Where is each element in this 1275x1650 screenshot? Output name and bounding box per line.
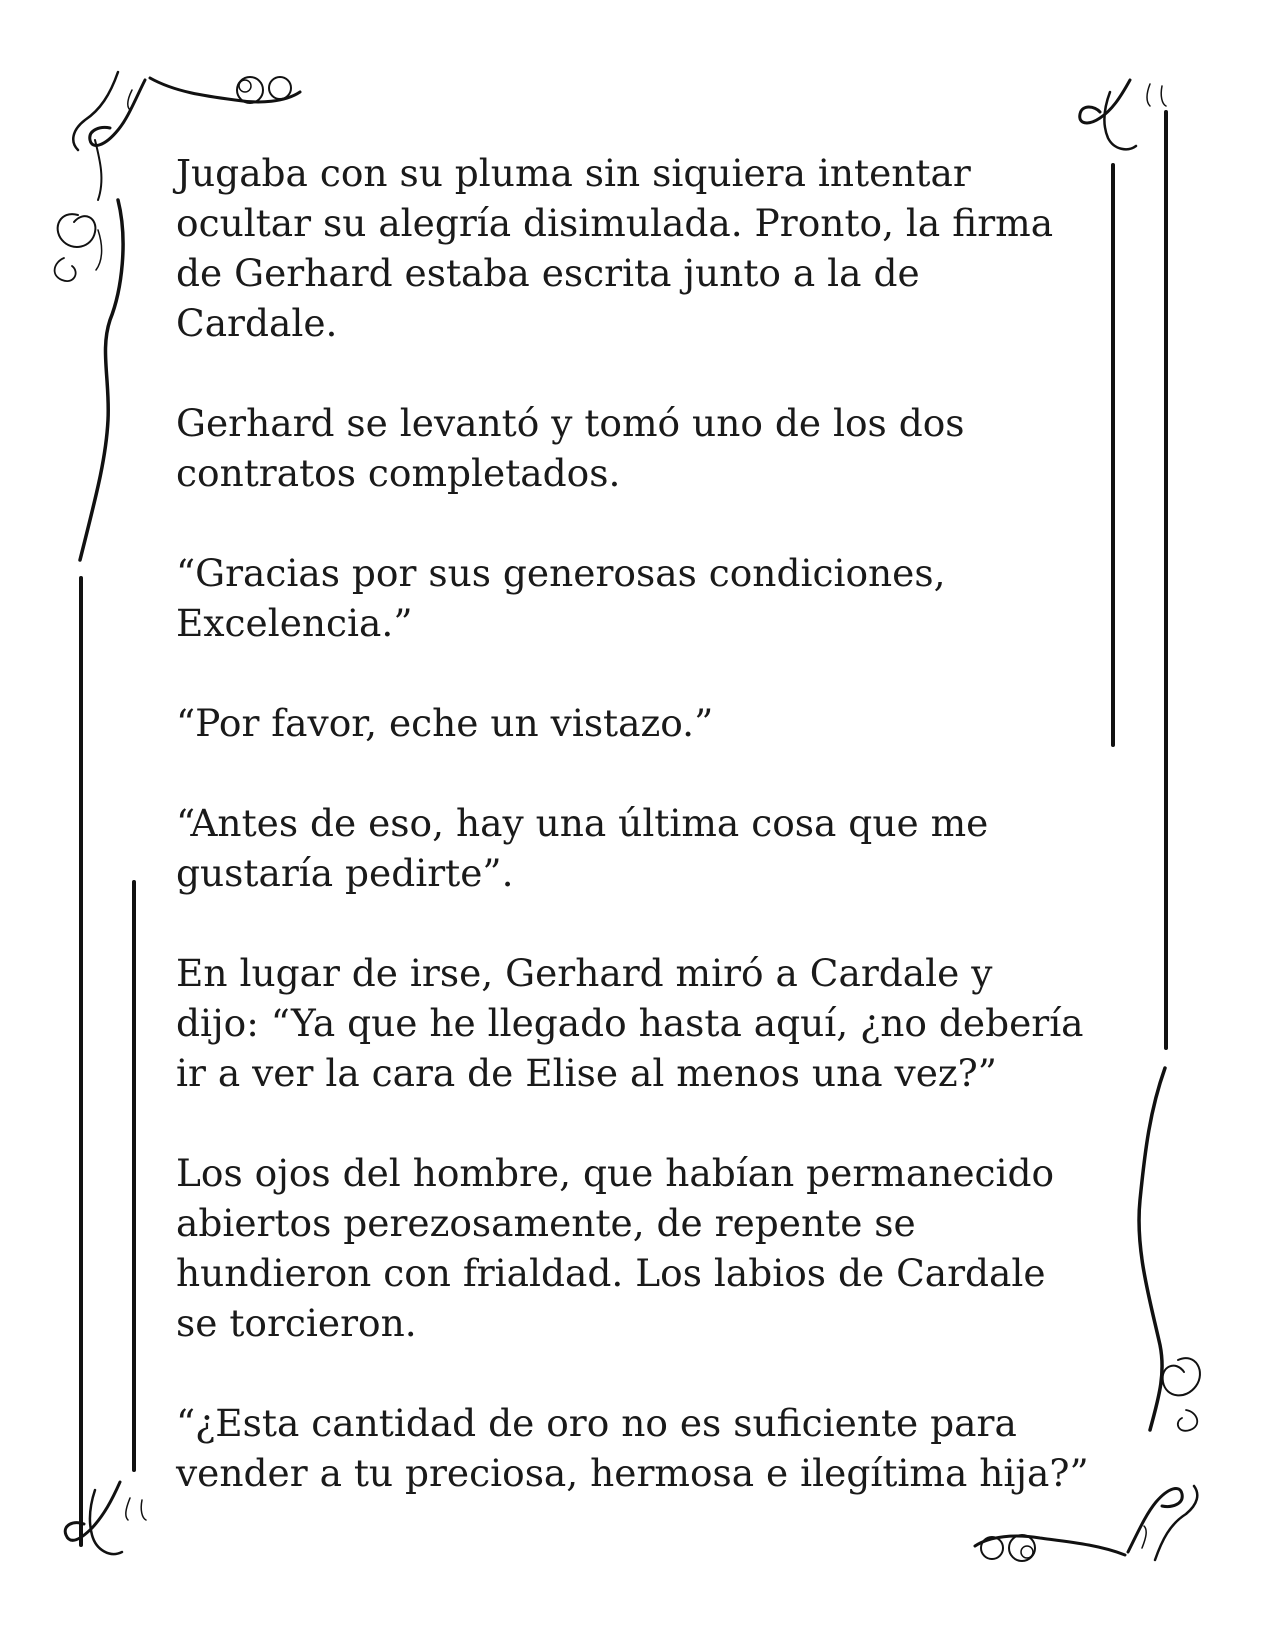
paragraph-7: Los ojos del hombre, que habían permanecido abiertos perezosamente, de repente se hundieron con frialdad. Los labios de Cardale se torcieron. <box>176 1151 1055 1345</box>
paragraph-2: Gerhard se levantó y tomó uno de los dos contratos completados. <box>176 401 965 495</box>
bottom-left-flourish <box>65 1482 146 1554</box>
story-text <box>176 148 1096 1548</box>
left-vine <box>55 200 123 560</box>
paragraph-4: “Por favor, eche un vistazo.” <box>176 701 714 745</box>
paragraph-6: En lugar de irse, Gerhard miró a Cardale y dijo: “Ya que he llegado hasta aquí, ¿no debería ir a ver la cara de Elise al menos una vez?” <box>176 951 1084 1095</box>
paragraph-5: “Antes de eso, hay una última cosa que me gustaría pedirte”. <box>176 801 989 895</box>
paragraph-1: Jugaba con su pluma sin siquiera intentar ocultar su alegría disimulada. Pronto, la firma de Gerhard estaba escrita junto a la de Cardale. <box>176 151 1054 345</box>
right-vine <box>1139 1068 1200 1431</box>
top-right-flourish <box>1080 80 1166 149</box>
paragraph-3: “Gracias por sus generosas condiciones, Excelencia.” <box>176 551 946 645</box>
paragraph-8: “¿Esta cantidad de oro no es suficiente para vender a tu preciosa, hermosa e ilegítima hija?” <box>176 1401 1089 1495</box>
